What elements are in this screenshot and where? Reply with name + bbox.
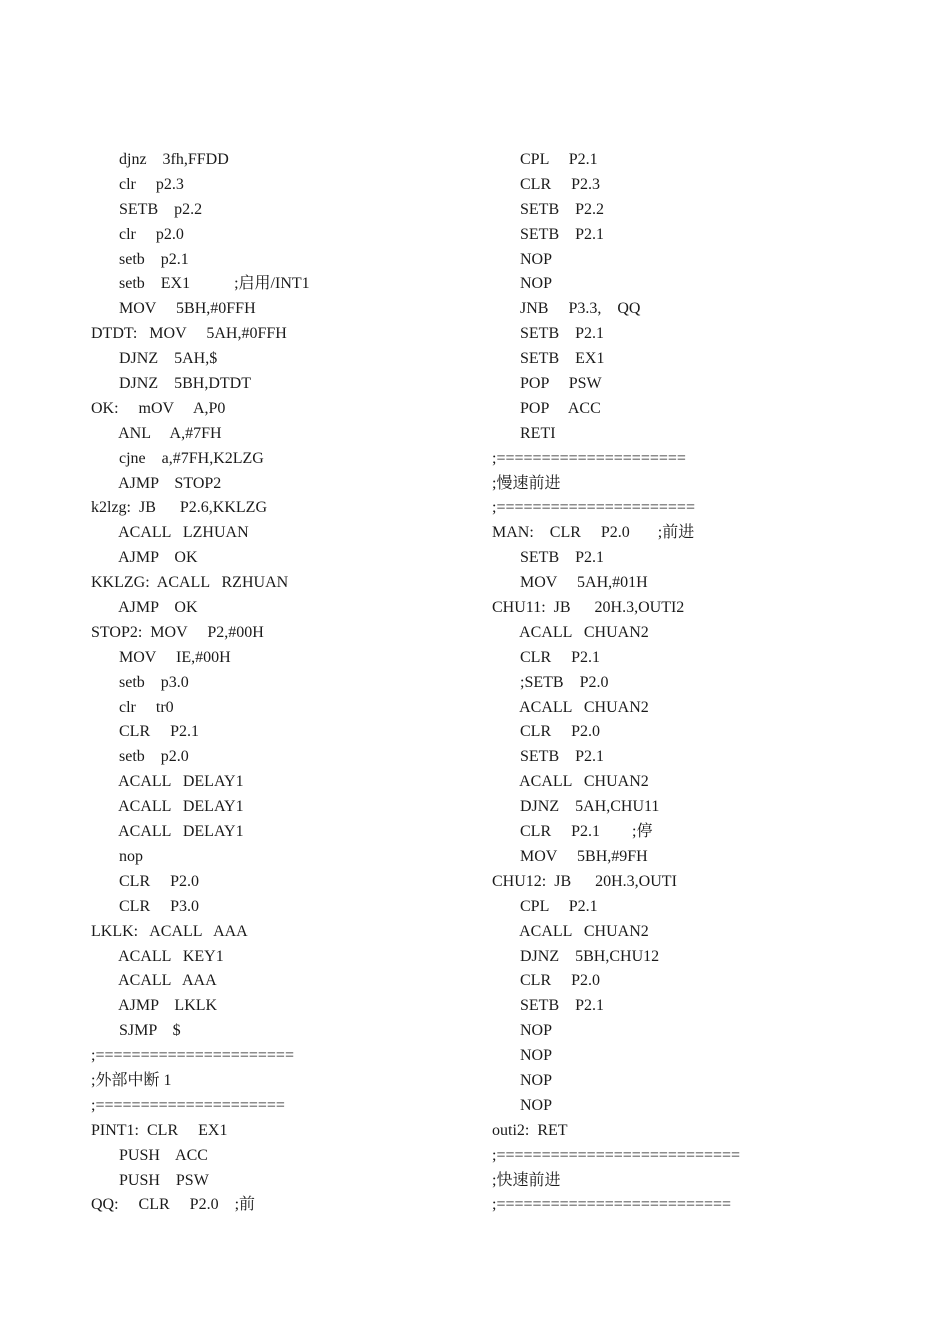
code-line: ACALL CHUAN2 [492,698,649,716]
code-line: ACALL CHUAN2 [492,922,649,940]
code-line: NOP [492,1096,553,1114]
code-line: NOP [492,1047,553,1065]
code-line: CPL P2.1 [492,151,598,168]
code-line: DJNZ 5AH,$ [91,350,218,368]
code-line: PINT1: CLR EX1 [91,1121,228,1139]
code-line: ACALL AAA [91,972,217,990]
code-line: QQ: CLR P2.0 ;前 [91,1196,256,1214]
code-line: clr tr0 [91,698,174,716]
code-column-left [91,148,491,1218]
code-line: CHU12: JB 20H.3,OUTI [492,872,677,890]
code-line: CPL P2.1 [492,897,598,915]
code-line: MAN: CLR P2.0 ;前进 [492,524,695,542]
code-line: MOV IE,#00H [91,648,231,666]
code-line: k2lzg: JB P2.6,KKLZG [91,499,267,517]
code-line: ACALL DELAY1 [91,798,244,816]
code-line: CHU11: JB 20H.3,OUTI2 [492,599,685,617]
code-line: setb p3.0 [91,673,189,691]
code-line: AJMP OK [91,549,198,567]
code-line: DJNZ 5BH,DTDT [91,375,251,393]
code-line: LKLK: ACALL AAA [91,922,248,940]
code-line: CLR P2.1 [91,723,200,741]
code-line: setb p2.0 [91,748,189,766]
code-line: ACALL CHUAN2 [492,623,649,641]
code-line: CLR P2.1 [492,648,601,666]
code-line: setb p2.1 [91,250,189,268]
code-line: nop [91,847,143,865]
code-line: ACALL DELAY1 [91,823,244,841]
code-line: PUSH PSW [91,1171,209,1189]
code-line: DTDT: MOV 5AH,#0FFH [91,325,287,343]
code-line: AJMP OK [91,599,198,617]
code-line: ANL A,#7FH [91,424,222,442]
code-line: NOP [492,275,553,293]
code-line: ;快速前进 [492,1171,561,1189]
code-line: CLR P2.0 [91,872,200,890]
code-line: SETB P2.1 [492,325,605,343]
code-line: POP ACC [492,399,601,417]
code-line: cjne a,#7FH,K2LZG [91,449,264,467]
code-line: ACALL CHUAN2 [492,773,649,791]
code-line: ;=========================== [492,1146,741,1164]
code-line: NOP [492,1071,553,1089]
code-line: ACALL DELAY1 [91,773,244,791]
code-line: KKLZG: ACALL RZHUAN [91,574,289,592]
code-line: clr p2.3 [91,175,184,193]
code-line: NOP [492,1022,553,1040]
code-line: CLR P2.0 [492,972,601,990]
code-line: ;SETB P2.0 [492,673,609,691]
code-line: OK: mOV A,P0 [91,399,226,417]
code-line: RETI [492,424,556,442]
code-line: NOP [492,250,553,268]
code-line: PUSH ACC [91,1146,208,1164]
code-line: SETB P2.1 [492,748,605,766]
code-line: CLR P2.3 [492,175,601,193]
code-line: clr p2.0 [91,225,184,243]
code-line: SJMP $ [91,1022,181,1040]
code-line: ;====================== [492,499,695,517]
code-line: ;外部中断 1 [91,1071,172,1089]
code-line: setb EX1 ;启用/INT1 [91,275,310,293]
code-line: SETB EX1 [492,350,605,368]
code-line: ;慢速前进 [492,474,561,492]
code-line: ACALL KEY1 [91,947,224,965]
code-line: ;===================== [91,1096,285,1114]
code-line: SETB P2.1 [492,997,605,1015]
code-line: MOV 5BH,#0FFH [91,300,256,318]
code-line: ;========================== [492,1196,732,1214]
code-line: outi2: RET [492,1121,568,1139]
code-line: ;====================== [91,1047,294,1065]
code-line: DJNZ 5BH,CHU12 [492,947,660,965]
code-line: STOP2: MOV P2,#00H [91,623,264,641]
code-line: JNB P3.3, QQ [492,300,641,318]
code-line: CLR P2.0 [492,723,601,741]
code-line: CLR P3.0 [91,897,200,915]
code-line: ACALL LZHUAN [91,524,249,542]
code-line: AJMP STOP2 [91,474,222,492]
code-line: CLR P2.1 ;停 [492,823,653,841]
code-column-right [492,148,892,1218]
code-line: SETB P2.1 [492,225,605,243]
code-line: ;===================== [492,449,686,467]
code-line: SETB P2.2 [492,200,605,218]
code-line: MOV 5AH,#01H [492,574,648,592]
code-line: DJNZ 5AH,CHU11 [492,798,660,816]
code-line: MOV 5BH,#9FH [492,847,648,865]
code-line: POP PSW [492,375,602,393]
code-line: AJMP LKLK [91,997,218,1015]
code-line: SETB P2.1 [492,549,605,567]
code-line: djnz 3fh,FFDD [91,151,229,168]
code-line: SETB p2.2 [91,200,203,218]
